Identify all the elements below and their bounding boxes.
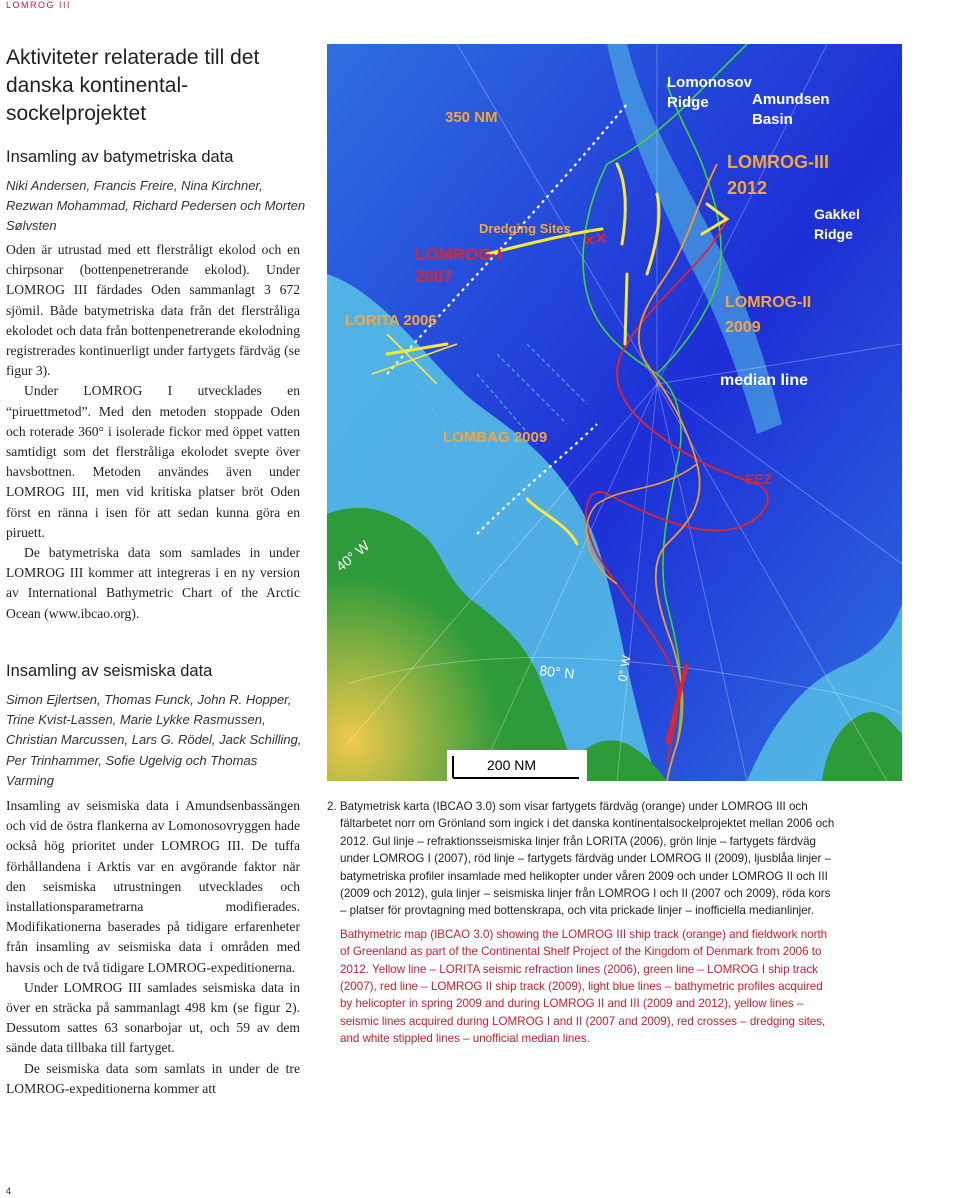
caption-swedish-text: Batymetrisk karta (IBCAO 3.0) som visar fartygets färdväg (orange) under LOMROG III och fältarbetet norr om Grönland som ingick i det danska kontinentalsockelprojektet mellan 2006 och 2012. Gul linje – refraktionsseismiska linjer från LORITA (2006), grön linje – fartygets färdväg under LOMROG I (2007), röd linje – fartygets färdväg under LOMROG II (2009), ljusblåa linjer – batymetriska profiler insamlade med helikopter under våren 2009 och under LOMROG II och III (2009 och 2012), gula linjer – seismiska linjer från LOMROG I och II (2007 och 2009), röda kors – platser för provtagning med bottenskrapa, och vita prickade linjer – inofficiella medianlinjer. <box>339 800 835 918</box>
label-eez: EEZ <box>745 471 773 487</box>
caption-number: 2. <box>327 800 337 813</box>
label-gakkel: Gakkel <box>814 206 860 222</box>
label-year-2012: 2012 <box>727 178 768 198</box>
section-authors-seismic: Simon Ejlertsen, Thomas Funck, John R. Hopper, Trine Kvist-Lassen, Marie Lykke Rasmussen, Christian Marcussen, Lars G. Rödel, Jack Schilling, Per Trinhammer, Sofie Ugelvig och Thomas Varming <box>6 692 302 788</box>
scale-bar-label: 200 NM <box>487 757 537 773</box>
paragraph: Under LOMROG I utvecklades en “piruettmetod”. Med den metoden stoppade Oden och roterade 360° i isolerade fickor med öppet vatten samtidigt som det flerstråliga ekolodet svepte över havsbottnen. Metoden användes även under LOMROG III, men vid kritiska platser bröt Oden först en ränna i isen för att sedan kunna göra en piruett. <box>6 383 300 540</box>
label-lombag: LOMBAG 2009 <box>443 429 548 446</box>
label-80n: 80° N <box>538 662 576 682</box>
paragraph: De batymetriska data som samlades in under LOMROG III kommer att integreras i en ny version av International Bathymetric Chart of the Arctic Ocean (www.ibcao.org). <box>6 545 300 621</box>
caption-swedish <box>327 798 835 920</box>
label-lomrog-1: LOMROG-I <box>415 245 502 264</box>
page-number: 4 <box>6 1186 12 1196</box>
section-body-bathymetry <box>6 240 300 624</box>
label-lomonosov: Lomonosov <box>667 74 752 91</box>
label-amundsen: Amundsen <box>752 91 830 108</box>
section-body-seismic <box>6 796 300 1099</box>
figure-caption <box>327 798 835 1048</box>
paragraph: Under LOMROG III samlades seismiska data in över en sträcka på sammanlagt 498 km (se figur 2). Dessutom sattes 63 sonarbojar ut, och 59 av dem sände data tillbaka till fartyget. <box>6 979 300 1056</box>
label-350nm: 350 NM <box>445 109 498 126</box>
label-amundsen-basin: Basin <box>752 111 793 128</box>
caption-english: Bathymetric map (IBCAO 3.0) showing the LOMROG III ship track (orange) and fieldwork north of Greenland as part of the Continental Shelf Project of the Kingdom of Denmark from 2006 to 2012. Yellow line – LORITA seismic refraction lines (2006), green line – LOMROG I ship track (2007), red line – LOMROG II ship track (2009), light blue lines – bathymetric profiles acquired by helicopter in spring 2009 and during LOMROG II and III (2009 and 2012), yellow lines – seismic lines acquired during LOMROG I and II (2007 and 2009), red crosses – dredging sites, and white stippled lines – unofficial median lines. <box>340 927 828 1046</box>
page-title: Aktiviteter relaterade till det danska kontinentalsockelprojektet <box>6 46 260 125</box>
label-year-2007: 2007 <box>415 267 453 286</box>
section-heading-seismic: Insamling av seismiska data <box>6 662 213 680</box>
label-median-line: median line <box>720 372 809 389</box>
section-authors-bathymetry: Niki Andersen, Francis Freire, Nina Kirchner, Rezwan Mohammad, Richard Pedersen och Morten Sølvsten <box>6 178 306 234</box>
label-0w: 0° W <box>615 654 634 683</box>
label-lomrog-3: LOMROG-III <box>727 152 829 172</box>
label-lomonosov-ridge: Ridge <box>667 94 709 111</box>
bathymetric-map <box>327 44 902 781</box>
section-heading-bathymetry: Insamling av batymetriska data <box>6 148 234 166</box>
label-gakkel-ridge: Ridge <box>814 226 853 242</box>
label-dredging-sites: Dredging Sites <box>479 221 571 236</box>
label-lorita: LORITA 2006 <box>345 312 437 329</box>
paragraph: Insamling av seismiska data i Amundsenbassängen och vid de östra flankerna av Lomonosovryggen hade också hög prioritet under LOMROG III. De tuffa förhållandena i Arktis var en avgörande faktor när den seismiska utrustningen utvecklades och installationsparametrarna modifierades. Modifikationerna baserades på tidigare erfarenheter från insamling av seismiska data i områden med havsis och de två tidigare LOMROG-expeditionerna. <box>6 798 300 975</box>
label-40w: 40° W <box>332 537 373 575</box>
label-year-2009: 2009 <box>725 319 761 336</box>
paragraph: De seismiska data som samlats in under de tre LOMROG-expeditionerna kommer att <box>6 1060 300 1096</box>
paragraph: Oden är utrustad med ett flerstråligt ekolod och en chirpsonar (bottenpenetrerande ekolod). Under LOMROG III färdades Oden sammanlagt 3 672 sjömil. Både batymetriska data från det flerstråliga ekolodet och data från bottenpenetrerande ekolodning registrerades kontinuerligt under fartygets färdväg (se figur 3). <box>6 242 300 379</box>
running-header: LOMROG III <box>6 0 72 10</box>
label-lomrog-2: LOMROG-II <box>725 294 812 311</box>
